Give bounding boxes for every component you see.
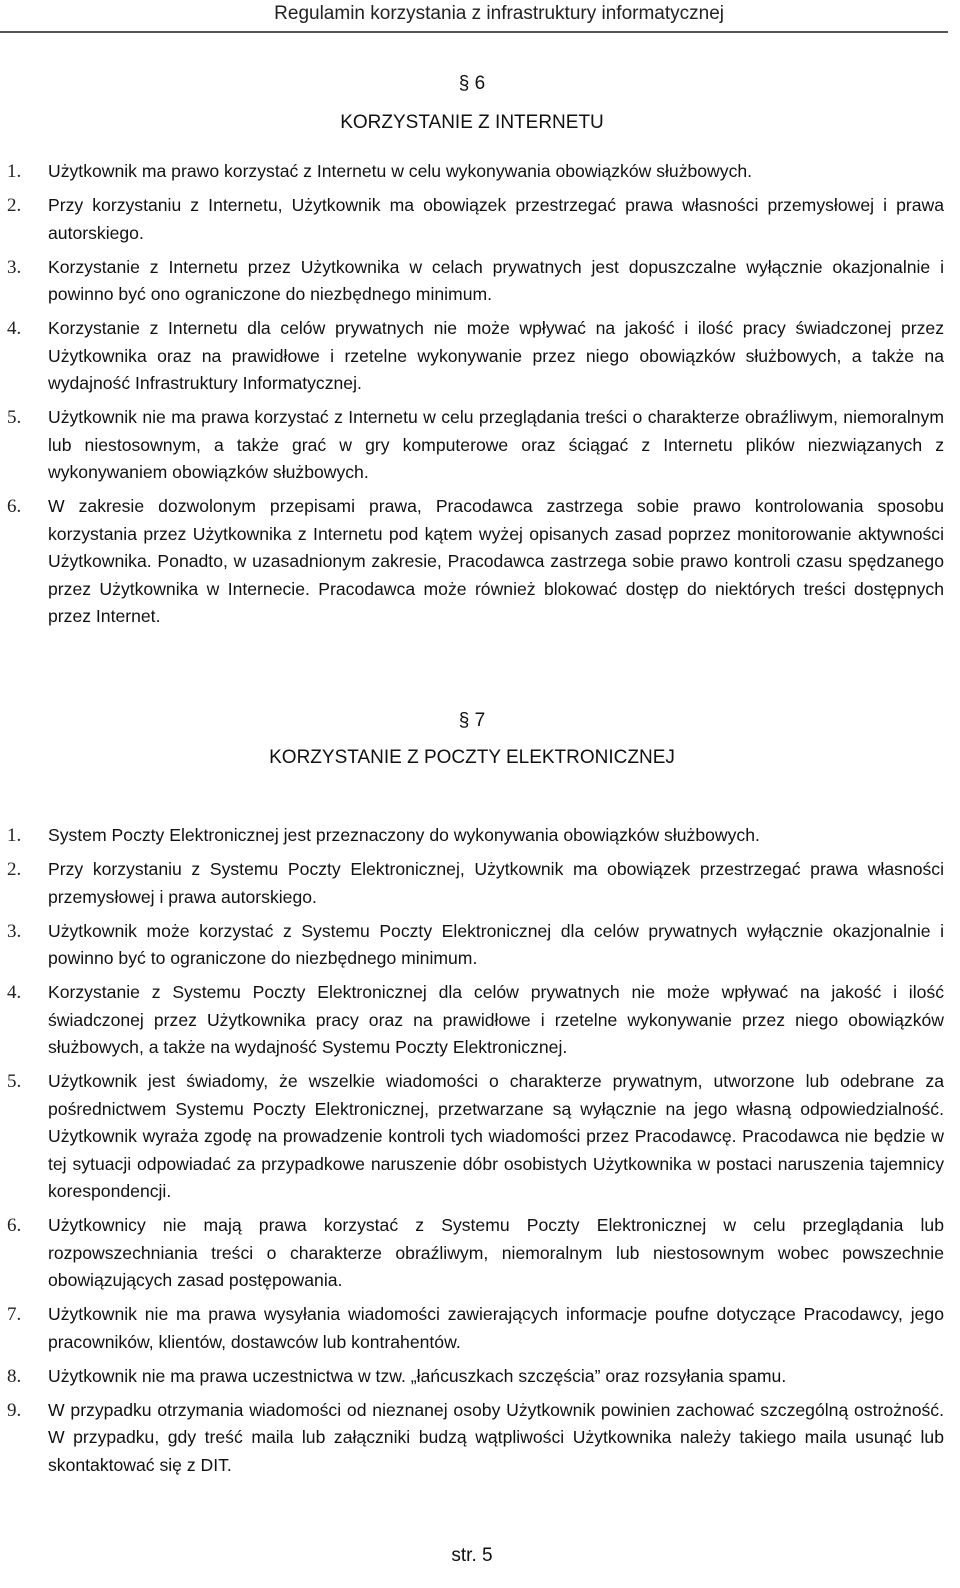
item-number: 5.: [7, 407, 22, 428]
item-text: Użytkownik ma prawo korzystać z Internetu w celu wykonywania obowiązków służbowych.: [48, 161, 753, 181]
section-7-list: [7, 822, 944, 1486]
item-text: Użytkownik nie ma prawa uczestnictwa w tzw. „łańcuszkach szczęścia” oraz rozsyłania spamu.: [48, 1365, 787, 1386]
item-text: W zakresie dozwolonym przepisami prawa, Pracodawca zastrzega sobie prawo kontrolowania sposobu korzystania przez Użytkownika z Internetu pod kątem wyżej opisanych zasad poprzez monitorowanie aktywności Użytkownika. Ponadto, w uzasadnionym zakresie, Pracodawca zastrzega sobie prawo kontroli czasu spędzanego przez Użytkownika w Internecie. Pracodawca może również blokować dostęp do niektórych treści dostępnych przez Internet.: [48, 496, 944, 626]
item-text: System Poczty Elektronicznej jest przeznaczony do wykonywania obowiązków służbowych.: [48, 825, 760, 845]
item-text: Przy korzystaniu z Systemu Poczty Elektronicznej, Użytkownik ma obowiązek przestrzegać prawa własności przemysłowej i prawa autorskiego.: [48, 859, 944, 907]
item-number: 3.: [7, 256, 22, 278]
list-item: [7, 404, 944, 487]
item-text: Korzystanie z Systemu Poczty Elektronicznej dla celów prywatnych nie może wpływać na jakość i ilość świadczonej przez Użytkownika pracy oraz na prawidłowe i rzetelne wykonywanie przez niego obowiązków służbowych, a także na wydajność Systemu Poczty Elektronicznej.: [48, 982, 944, 1057]
list-item: [7, 856, 944, 911]
item-number: 4.: [7, 318, 22, 339]
item-text: Użytkownicy nie mają prawa korzystać z Systemu Poczty Elektronicznej w celu przeglądania lub rozpowszechniania treści o charakterze obraźliwym, niemoralnym lub niestosownym wobec powszechnie obowiązujących zasad postępowania.: [48, 1215, 944, 1290]
item-text: Użytkownik może korzystać z Systemu Poczty Elektronicznej dla celów prywatnych wyłącznie okazjonalnie i powinno być to ograniczone do niezbędnego minimum.: [48, 920, 944, 968]
document-title: Regulamin korzystania z infrastruktury informatycznej: [274, 3, 724, 24]
item-number: 6.: [7, 1215, 22, 1236]
section-title: KORZYSTANIE Z POCZTY ELEKTRONICZNEJ: [269, 747, 675, 768]
list-item: [7, 315, 944, 398]
section-6-list: [7, 158, 944, 637]
list-item: [7, 158, 944, 186]
item-number: 3.: [7, 920, 22, 942]
list-item: [7, 192, 944, 247]
list-item: [7, 918, 944, 973]
list-item: [7, 1363, 944, 1391]
item-text: Przy korzystaniu z Internetu, Użytkownik ma obowiązek przestrzegać prawa własności przemysłowej i prawa autorskiego.: [48, 195, 944, 243]
item-number: 2.: [7, 195, 22, 216]
item-text: Użytkownik jest świadomy, że wszelkie wiadomości o charakterze prywatnym, utworzone lub odebrane za pośrednictwem Systemu Poczty Elektronicznej, przetwarzane są wyłącznie na jego własną odpowiedzialność. Użytkownik wyraża zgodę na prowadzenie kontroli tych wiadomości przez Pracodawcę. Pracodawca nie będzie w tej sytuacji odpowiadać za przypadkowe naruszenie dóbr osobistych Użytkownika w postaci naruszenia tajemnicy korespondencji.: [48, 1071, 944, 1201]
item-text: Korzystanie z Internetu dla celów prywatnych nie może wpływać na jakość i ilość pracy świadczonej przez Użytkownika oraz na prawidłowe i rzetelne wykonywanie przez niego obowiązków służbowych, a także na wydajność Infrastruktury Informatycznej.: [48, 318, 944, 393]
page-number: str. 5: [451, 1545, 493, 1566]
item-text: W przypadku otrzymania wiadomości od nieznanej osoby Użytkownik powinien zachować szczególną ostrożność. W przypadku, gdy treść maila lub załączniki budzą wątpliwości Użytkownika należy takiego maila usunąć lub skontaktować się z DIT.: [48, 1399, 944, 1475]
list-item: [7, 822, 944, 850]
section-title: KORZYSTANIE Z INTERNETU: [340, 112, 604, 133]
item-number: 7.: [7, 1304, 22, 1325]
item-number: 1.: [7, 825, 22, 846]
item-text: Korzystanie z Internetu przez Użytkownika w celach prywatnych jest dopuszczalne wyłącznie okazjonalnie i powinno być ono ograniczone do niezbędnego minimum.: [48, 256, 944, 304]
item-number: 2.: [7, 859, 22, 880]
list-item: [7, 254, 944, 309]
section-number: § 6: [458, 73, 486, 94]
item-text: Użytkownik nie ma prawa korzystać z Internetu w celu przeglądania treści o charakterze obraźliwym, niemoralnym lub niestosownym, a także grać w gry komputerowe oraz ściągać z Internetu plików niezwiązanych z wykonywaniem obowiązków służbowych.: [48, 407, 944, 482]
item-text: Użytkownik nie ma prawa wysyłania wiadomości zawierających informacje poufne dotyczące Pracodawcy, jego pracowników, klientów, dostawców lub kontrahentów.: [48, 1304, 944, 1352]
list-item: [7, 1212, 944, 1295]
item-number: 9.: [7, 1399, 22, 1421]
list-item: [7, 1301, 944, 1356]
page-header: [0, 0, 944, 36]
list-item: [7, 493, 944, 631]
item-number: 5.: [7, 1071, 22, 1092]
header-divider: [0, 31, 948, 33]
list-item: [7, 1397, 944, 1480]
item-number: 4.: [7, 982, 22, 1003]
section-number: § 7: [458, 710, 486, 731]
item-number: 8.: [7, 1365, 22, 1387]
item-number: 1.: [7, 161, 22, 182]
item-number: 6.: [7, 496, 22, 517]
list-item: [7, 979, 944, 1062]
list-item: [7, 1068, 944, 1206]
